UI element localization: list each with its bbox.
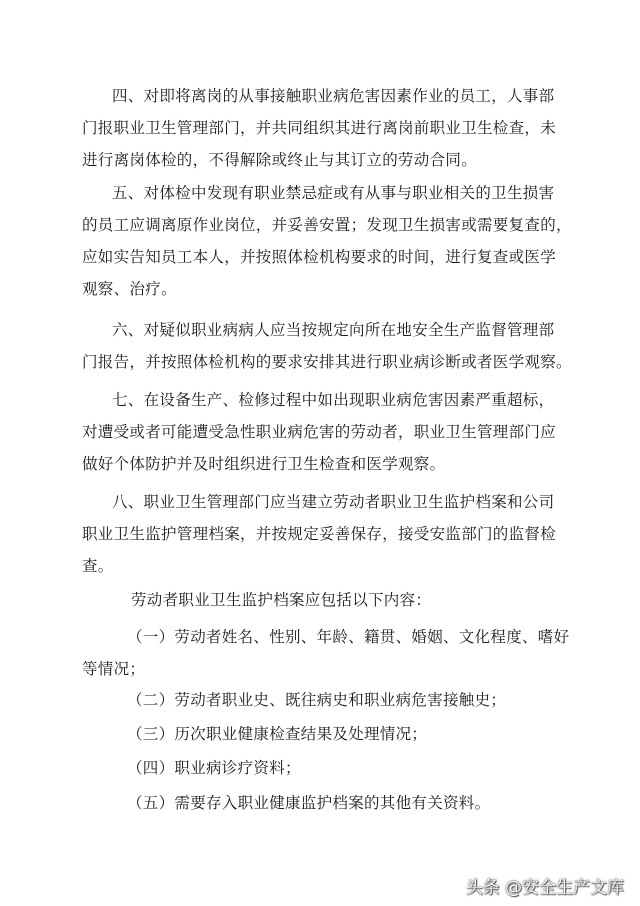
text-line: 八、职业卫生管理部门应当建立劳动者职业卫生监护档案和公司 bbox=[112, 493, 555, 511]
paragraph-archive-2 bbox=[0, 684, 506, 716]
text-line: 进行离岗体检的，不得解除或终止与其订立的劳动合同。 bbox=[82, 151, 478, 169]
text-line: 应如实告知员工本人，并按照体检机构要求的时间，进行复查或医学 bbox=[82, 248, 557, 266]
paragraph-archive-3 bbox=[0, 718, 427, 750]
text-line: 五、对体检中发现有职业禁忌症或有从事与职业相关的卫生损害 bbox=[112, 184, 555, 202]
paragraph-item-7 bbox=[0, 384, 556, 480]
text-line: （一）劳动者姓名、性别、年龄、籍贯、婚姻、文化程度、嗜好 bbox=[127, 628, 570, 646]
paragraph-item-8 bbox=[0, 486, 556, 582]
text-line: 门报告，并按照体检机构的要求安排其进行职业病诊断或者医学观察。 bbox=[82, 353, 572, 371]
text-line: （四）职业病诊疗资料； bbox=[127, 759, 301, 777]
watermark: 头条 @安全生产文库 bbox=[465, 878, 624, 898]
paragraph-archive-1 bbox=[0, 621, 569, 685]
text-line: 劳动者职业卫生监护档案应包括以下内容： bbox=[131, 591, 432, 609]
text-line: 四、对即将离岗的从事接触职业病危害因素作业的员工，人事部 bbox=[112, 87, 555, 105]
text-line: （五）需要存入职业健康监护档案的其他有关资料。 bbox=[127, 794, 491, 812]
text-line: 职业卫生监护管理档案，并按规定妥善保存，接受安监部门的监督检 bbox=[82, 525, 557, 543]
text-line: 查。 bbox=[82, 557, 114, 575]
text-line: 观察、治疗。 bbox=[82, 280, 177, 298]
text-line: 的员工应调离原作业岗位，并妥善安置；发现卫生损害或需要复查的， bbox=[82, 216, 572, 234]
text-line: （二）劳动者职业史、既往病史和职业病危害接触史； bbox=[127, 691, 507, 709]
text-line: 做好个体防护并及时组织进行卫生检查和医学观察。 bbox=[82, 455, 446, 473]
paragraph-archive-4 bbox=[0, 752, 301, 784]
text-line: 六、对疑似职业病病人应当按规定向所在地安全生产监督管理部 bbox=[112, 321, 555, 339]
paragraph-item-4 bbox=[0, 80, 556, 176]
paragraph-archive-5 bbox=[0, 787, 490, 819]
text-line: 门报职业卫生管理部门，并共同组织其进行离岗前职业卫生检查，未 bbox=[82, 119, 557, 137]
paragraph-item-5 bbox=[0, 177, 572, 305]
text-line: （三）历次职业健康检查结果及处理情况； bbox=[127, 725, 428, 743]
text-line: 对遭受或者可能遭受急性职业病危害的劳动者，职业卫生管理部门应 bbox=[82, 423, 557, 441]
paragraph-item-6 bbox=[0, 314, 572, 378]
text-line: 等情况； bbox=[82, 660, 146, 678]
paragraph-archive-intro bbox=[0, 584, 431, 616]
text-line: 七、在设备生产、检修过程中如出现职业病危害因素严重超标， bbox=[112, 391, 555, 409]
